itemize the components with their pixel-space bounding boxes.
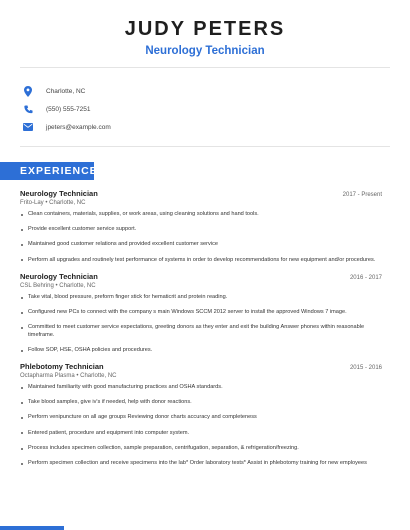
job-location: Charlotte, NC [49,200,86,206]
job-title: Neurology Technician [20,271,98,281]
job-company-line: CSL Behring • Charlotte, NC [20,282,96,289]
contact-location-text: Charlotte, NC [46,87,86,95]
job-bullet: Committed to meet customer service expectations, greeting donors as they enter and exit the building Answer phones within reasonable timeframe. [20,324,382,339]
contact-phone [20,100,111,118]
job-bullet: Follow SOP, HSE, OSHA policies and procedures. [20,347,382,355]
job-bullet: Perform specimen collection and receive specimens into the lab* Order laboratory tests* Assist in phlebotomy training for new employees [20,460,382,468]
experience-entry [20,362,382,468]
job-title: Phlebotomy Technician [20,362,104,372]
job-bullet: Take blood samples, give iv's if needed, help with donor reactions. [20,399,382,407]
job-company: Frito-Lay [20,200,44,206]
phone-icon [22,103,34,115]
contact-location [20,82,111,100]
job-bullets [20,384,382,468]
job-bullet: Clean containers, materials, supplies, or work areas, using cleaning solutions and hand tools. [20,211,382,219]
contact-list [20,82,111,136]
job-company-line: Frito-Lay • Charlotte, NC [20,200,86,206]
email-icon [22,121,34,133]
job-bullets [20,211,382,264]
job-bullet: Maintained familiarity with good manufacturing practices and OSHA standards. [20,384,382,392]
job-company-line: Octapharma Plasma • Charlotte, NC [20,373,117,380]
job-bullet: Take vital, blood pressure, preform finger stick for hematicrit and protein reading. [20,294,382,302]
job-dates: 2017 - Present [342,192,382,198]
contact-email-text: jpeters@example.com [46,123,111,131]
job-bullet: Configured new PCs to connect with the company s main Windows SCCM 2012 server to install the approved Windows 7 image. [20,309,382,317]
job-bullet: Perform all upgrades and routinely test performance of systems in order to develop recommendations for new equipment and/or procedures. [20,257,382,265]
job-location: Charlotte, NC [80,373,117,380]
experience-entry [20,272,382,355]
section-heading-experience: EXPERIENCE [0,162,94,180]
job-bullet: Perform venipuncture on all age groups Reviewing donor charts accuracy and completeness [20,414,382,422]
job-company: CSL Behring [20,282,54,289]
job-bullet: Entered patient, procedure and equipment into computer system. [20,430,382,438]
divider [20,67,390,68]
divider [20,146,390,147]
candidate-name: JUDY PETERS [124,18,286,40]
job-dates: 2015 - 2016 [349,365,382,372]
job-bullet: Maintained good customer relations and provided excellent customer service [20,241,382,249]
accent-bar [0,526,64,530]
job-location: Charlotte, NC [59,282,96,289]
job-bullet: Provide excellent customer service support. [20,226,382,234]
job-dates: 2016 - 2017 [349,274,382,281]
job-company: Octapharma Plasma [20,373,75,380]
location-pin-icon [22,85,34,97]
experience-list [20,189,382,475]
contact-email [20,118,111,136]
resume-header [0,0,410,58]
job-title: Neurology Technician [20,189,98,198]
job-bullet: Process includes specimen collection, sample preparation, centrifugation, separation, & refrigeration/freezing. [20,445,382,453]
experience-entry [20,189,382,264]
job-bullets [20,294,382,355]
contact-phone-text: (550) 555-7251 [46,105,91,113]
candidate-title: Neurology Technician [145,45,265,57]
